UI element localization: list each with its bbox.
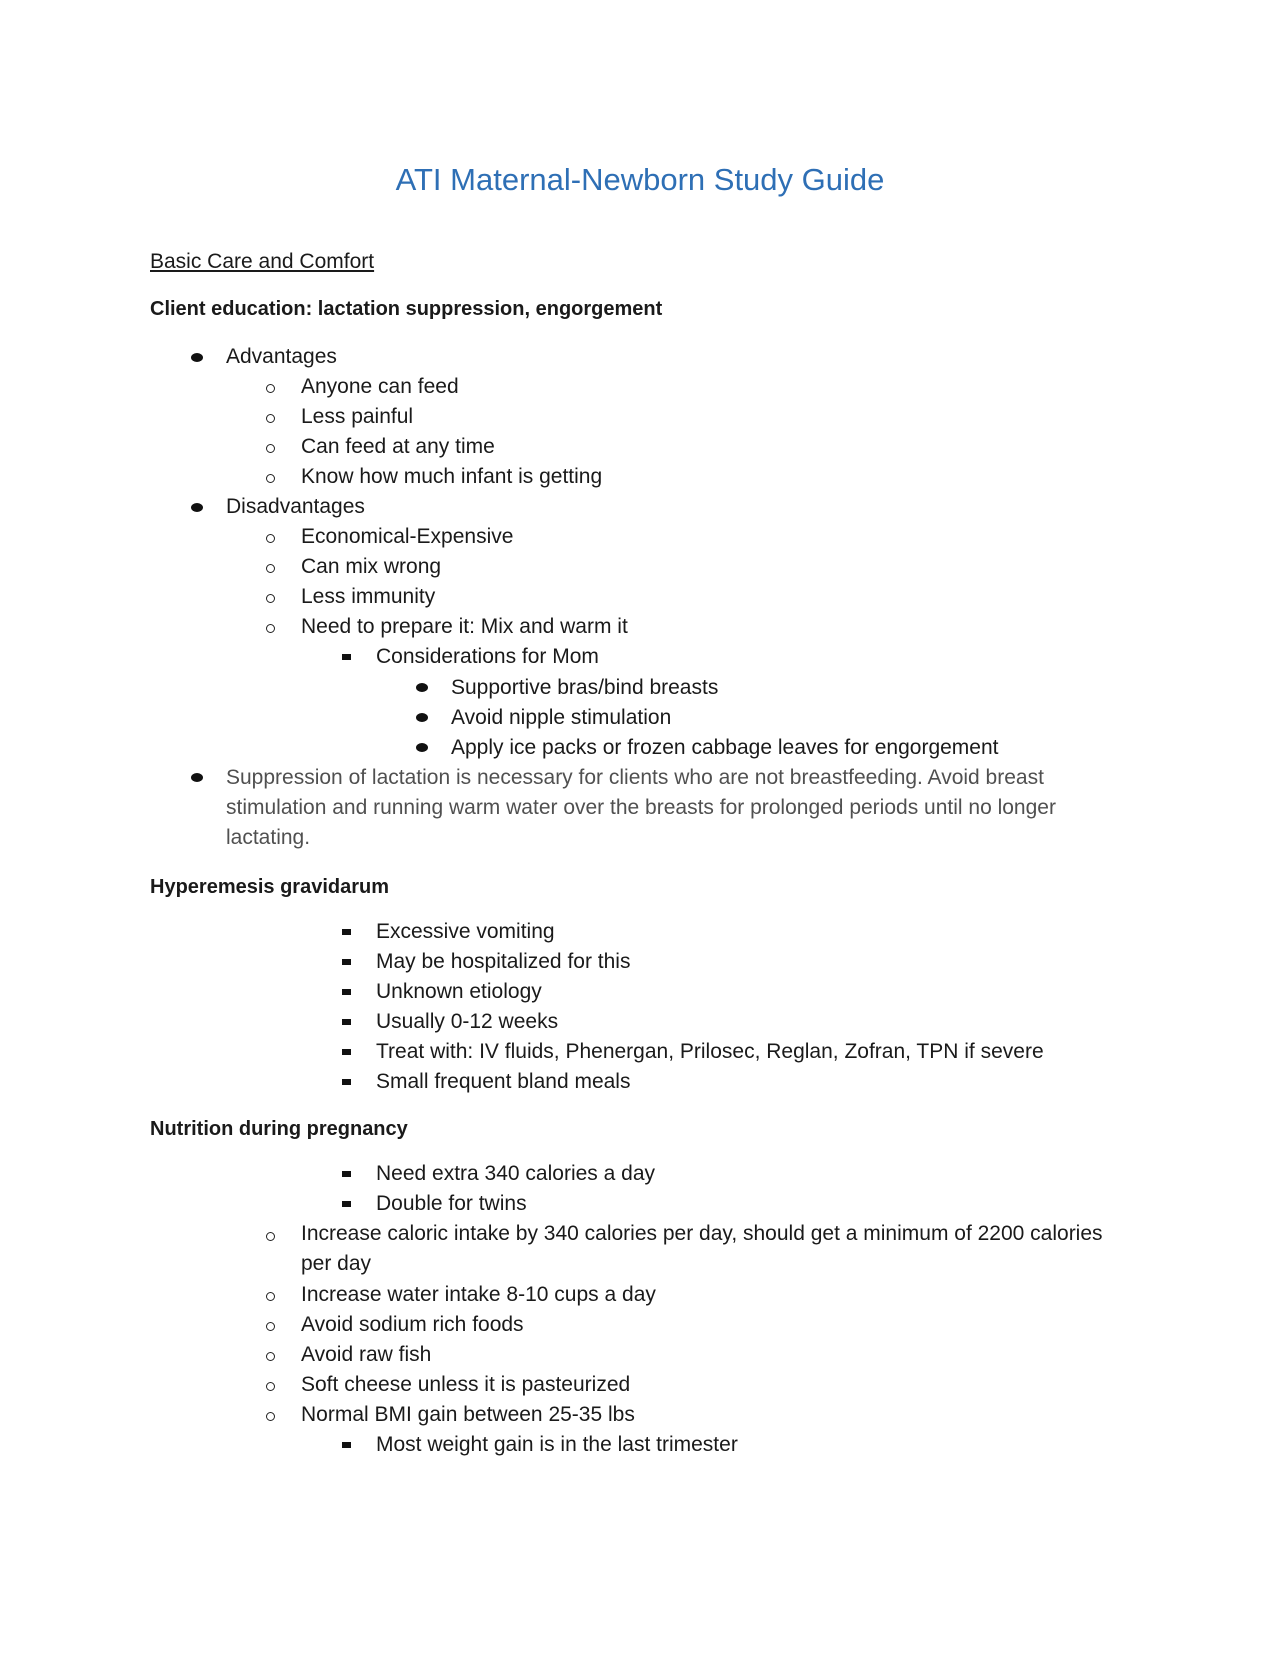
list-item-considerations: Considerations for Mom xyxy=(376,645,599,668)
list-item: Usually 0-12 weeks xyxy=(376,1010,559,1033)
suppression-note: Suppression of lactation is necessary for clients who are not breastfeeding. Avoid breast stimulation and running warm water over the breasts for prolonged periods until no longer lactating. xyxy=(226,766,1056,849)
circle-bullet-icon xyxy=(266,624,275,633)
circle-bullet-icon xyxy=(266,444,275,453)
list-item: Unknown etiology xyxy=(376,980,542,1003)
section-heading-basic-care: Basic Care and Comfort xyxy=(150,250,375,273)
square-bullet-icon xyxy=(342,1171,351,1177)
disc-bullet-icon xyxy=(191,503,203,512)
section-heading-nutrition: Nutrition during pregnancy xyxy=(150,1118,408,1140)
list-item: Increase water intake 8-10 cups a day xyxy=(301,1283,656,1306)
disc-bullet-icon xyxy=(191,773,203,782)
list-item: Less painful xyxy=(301,405,414,428)
circle-bullet-icon xyxy=(266,1292,275,1301)
section-heading-hyperemesis: Hyperemesis gravidarum xyxy=(150,876,390,898)
list-item: Avoid raw fish xyxy=(301,1343,432,1366)
circle-bullet-icon xyxy=(266,1382,275,1391)
disc-bullet-icon xyxy=(416,683,428,692)
list-item-advantages: Advantages xyxy=(226,345,337,368)
section-heading-client-education: Client education: lactation suppression, engorgement xyxy=(150,298,663,320)
square-bullet-icon xyxy=(342,929,351,935)
circle-bullet-icon xyxy=(266,414,275,423)
list-item: Apply ice packs or frozen cabbage leaves for engorgement xyxy=(451,736,999,759)
list-item: Economical-Expensive xyxy=(301,525,514,548)
square-bullet-icon xyxy=(342,1442,351,1448)
disc-bullet-icon xyxy=(416,743,428,752)
list-item: Most weight gain is in the last trimester xyxy=(376,1433,738,1456)
circle-bullet-icon xyxy=(266,1232,275,1241)
circle-bullet-icon xyxy=(266,384,275,393)
square-bullet-icon xyxy=(342,1079,351,1085)
circle-bullet-icon xyxy=(266,564,275,573)
circle-bullet-icon xyxy=(266,474,275,483)
circle-bullet-icon xyxy=(266,1352,275,1361)
list-item: May be hospitalized for this xyxy=(376,950,631,973)
list-item-disadvantages: Disadvantages xyxy=(226,495,365,518)
circle-bullet-icon xyxy=(266,594,275,603)
list-item: Need to prepare it: Mix and warm it xyxy=(301,615,628,638)
circle-bullet-icon xyxy=(266,1322,275,1331)
square-bullet-icon xyxy=(342,989,351,995)
square-bullet-icon xyxy=(342,1201,351,1207)
list-item: Soft cheese unless it is pasteurized xyxy=(301,1373,631,1396)
list-item: Can mix wrong xyxy=(301,555,442,578)
list-item: Small frequent bland meals xyxy=(376,1070,631,1093)
list-item: Normal BMI gain between 25-35 lbs xyxy=(301,1403,635,1426)
list-item: Supportive bras/bind breasts xyxy=(451,676,719,699)
list-item: Double for twins xyxy=(376,1192,527,1215)
circle-bullet-icon xyxy=(266,534,275,543)
list-item: Avoid nipple stimulation xyxy=(451,706,672,729)
list-item: Less immunity xyxy=(301,585,436,608)
list-item: Can feed at any time xyxy=(301,435,495,458)
list-item: Treat with: IV fluids, Phenergan, Prilosec, Reglan, Zofran, TPN if severe xyxy=(376,1040,1044,1063)
square-bullet-icon xyxy=(342,1049,351,1055)
list-item: Excessive vomiting xyxy=(376,920,555,943)
list-item: Avoid sodium rich foods xyxy=(301,1313,524,1336)
square-bullet-icon xyxy=(342,959,351,965)
square-bullet-icon xyxy=(342,1019,351,1025)
square-bullet-icon xyxy=(342,654,351,660)
list-item: Anyone can feed xyxy=(301,375,459,398)
disc-bullet-icon xyxy=(191,353,203,362)
list-item: Know how much infant is getting xyxy=(301,465,603,488)
disc-bullet-icon xyxy=(416,713,428,722)
list-item: Increase caloric intake by 340 calories per day, should get a minimum of 2200 calories per day xyxy=(301,1222,1103,1275)
circle-bullet-icon xyxy=(266,1412,275,1421)
document-title: ATI Maternal-Newborn Study Guide xyxy=(395,162,885,197)
list-item: Need extra 340 calories a day xyxy=(376,1162,655,1185)
